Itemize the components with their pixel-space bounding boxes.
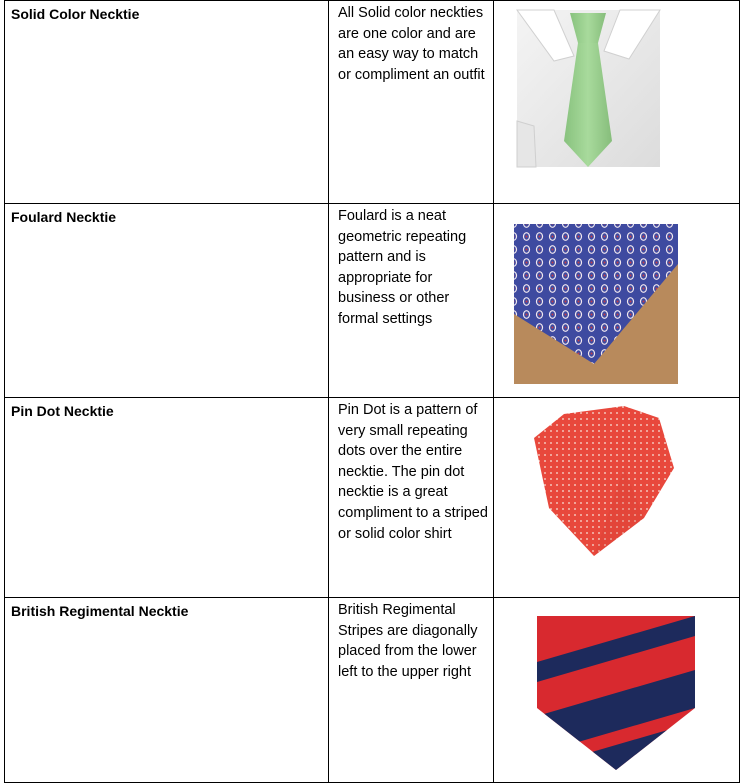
red-pin-dot-necktie-photo (494, 398, 738, 594)
name-cell (5, 598, 329, 783)
description-cell (329, 1, 494, 204)
image-cell (494, 204, 740, 398)
table-row (5, 204, 740, 398)
name-cell (5, 1, 329, 204)
name-cell (5, 398, 329, 598)
red-navy-striped-necktie-photo (494, 598, 738, 780)
green-solid-necktie-photo (494, 1, 738, 201)
image-cell (494, 598, 740, 783)
necktie-table (4, 0, 740, 783)
table-row (5, 398, 740, 598)
necktie-name: Solid Color Necktie (11, 6, 140, 22)
description-cell (329, 398, 494, 598)
necktie-description: Pin Dot is a pattern of very small repeating dots over the entire necktie. The pin dot necktie is a great compliment to a striped or solid color shirt (338, 402, 488, 542)
name-cell (5, 204, 329, 398)
description-cell (329, 598, 494, 783)
necktie-name: Pin Dot Necktie (11, 403, 114, 419)
necktie-description: British Regimental Stripes are diagonally placed from the lower left to the upper right (338, 602, 478, 680)
blue-foulard-necktie-photo (494, 204, 738, 394)
image-cell (494, 398, 740, 598)
table-row (5, 598, 740, 783)
necktie-description: Foulard is a neat geometric repeating pattern and is appropriate for business or other formal settings (338, 208, 467, 327)
image-cell (494, 1, 740, 204)
table-row (5, 1, 740, 204)
necktie-name: Foulard Necktie (11, 209, 117, 225)
description-cell (329, 204, 494, 398)
necktie-name: British Regimental Necktie (11, 603, 189, 619)
necktie-description: All Solid color neckties are one color and are an easy way to match or compliment an outfit (338, 5, 485, 83)
